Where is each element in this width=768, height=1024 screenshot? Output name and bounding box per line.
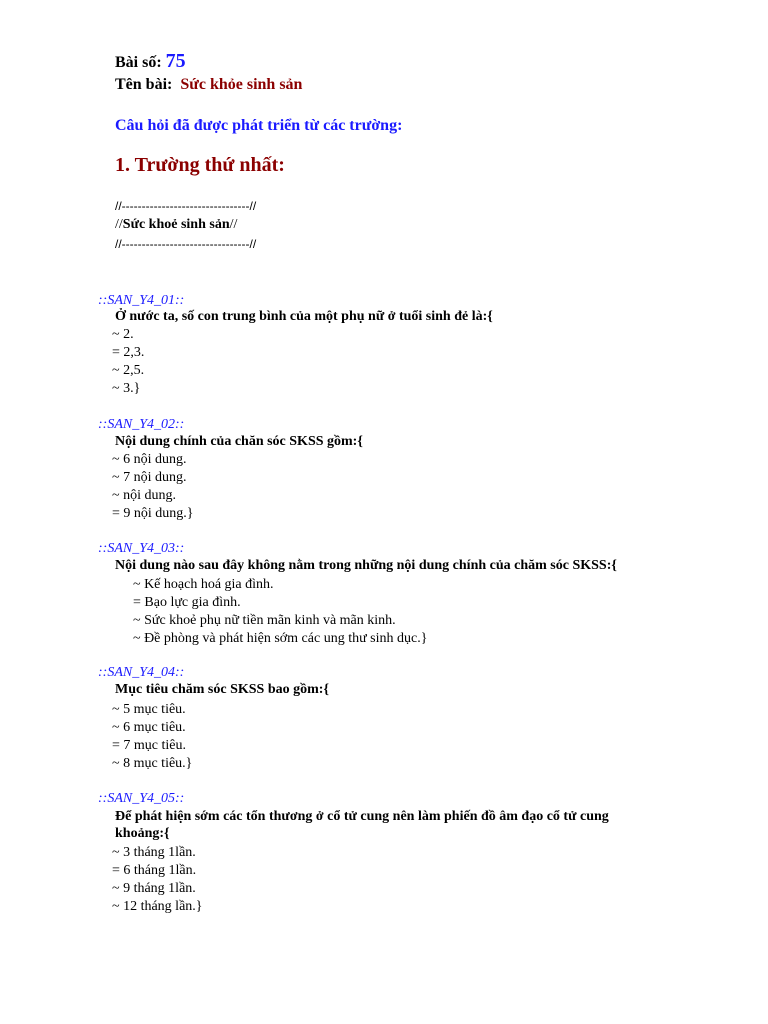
answer-option: ~ Đề phòng và phát hiện sớm các ung thư sinh dục.} [133, 631, 428, 646]
answer-option: ~ 9 tháng 1lần. [112, 881, 196, 896]
lesson-number-row [115, 50, 186, 73]
answer-list [112, 701, 192, 773]
question-text: Nội dung nào sau đây không nằm trong những nội dung chính của chăm sóc SKSS:{ [115, 558, 617, 573]
section-heading: 1. Trường thứ nhất: [115, 154, 285, 176]
answer-option: ~ 3.} [112, 381, 141, 396]
answer-option: ~ 7 nội dung. [112, 470, 187, 485]
lesson-number-value: 75 [165, 50, 186, 72]
question-id: ::SAN_Y4_03:: [98, 541, 185, 556]
subtitle: Câu hỏi đã được phát triển từ các trường: [115, 117, 403, 134]
lesson-title-label: Tên bài: [115, 76, 173, 93]
question-text: Để phát hiện sớm các tổn thương ở cổ tử cung nên làm phiến đồ âm đạo cổ tử cung khoảng:{ [115, 809, 609, 841]
separator-bottom: //--------------------------------// [115, 237, 257, 251]
answer-option: = 7 mục tiêu. [112, 738, 186, 753]
answer-option: ~ 6 nội dung. [112, 452, 187, 467]
category-line [115, 217, 237, 233]
question-text: Ở nước ta, số con trung bình của một phụ nữ ở tuổi sinh đẻ là:{ [115, 309, 493, 324]
lesson-title-value: Sức khỏe sinh sản [180, 76, 303, 93]
question-id: ::SAN_Y4_04:: [98, 665, 185, 680]
question-id: ::SAN_Y4_02:: [98, 417, 185, 432]
category-name: Sức khoẻ sinh sản [122, 217, 230, 232]
answer-option: ~ 3 tháng 1lần. [112, 845, 196, 860]
answer-option: = 6 tháng 1lần. [112, 863, 197, 878]
answer-option: ~ nội dung. [112, 488, 176, 503]
answer-option: ~ 2,5. [112, 363, 145, 378]
answer-option: ~ 5 mục tiêu. [112, 702, 186, 717]
answer-option: ~ Sức khoẻ phụ nữ tiền mãn kinh và mãn kinh. [133, 613, 396, 628]
question-text: Nội dung chính của chăn sóc SKSS gồm:{ [115, 434, 363, 449]
lesson-number-label: Bài số: [115, 54, 162, 71]
separator-top: //--------------------------------// [115, 199, 257, 213]
answer-option: ~ 8 mục tiêu.} [112, 756, 193, 771]
answer-list [112, 451, 194, 523]
answer-option: ~ Kế hoạch hoá gia đình. [133, 577, 274, 592]
answer-option: = 2,3. [112, 345, 145, 360]
answer-option: = 9 nội dung.} [112, 506, 194, 521]
answer-option: ~ 12 tháng lần.} [112, 899, 203, 914]
question-text: Mục tiêu chăm sóc SKSS bao gồm:{ [115, 682, 329, 697]
answer-list [133, 576, 427, 648]
answer-list [112, 326, 144, 398]
category-prefix: // [115, 217, 123, 232]
lesson-title-row [115, 76, 302, 94]
answer-option: = Bạo lực gia đình. [133, 595, 241, 610]
question-id: ::SAN_Y4_01:: [98, 293, 185, 308]
category-suffix: // [229, 217, 238, 232]
answer-option: ~ 2. [112, 327, 134, 342]
answer-list [112, 844, 203, 916]
answer-option: ~ 6 mục tiêu. [112, 720, 186, 735]
question-id: ::SAN_Y4_05:: [98, 791, 185, 806]
